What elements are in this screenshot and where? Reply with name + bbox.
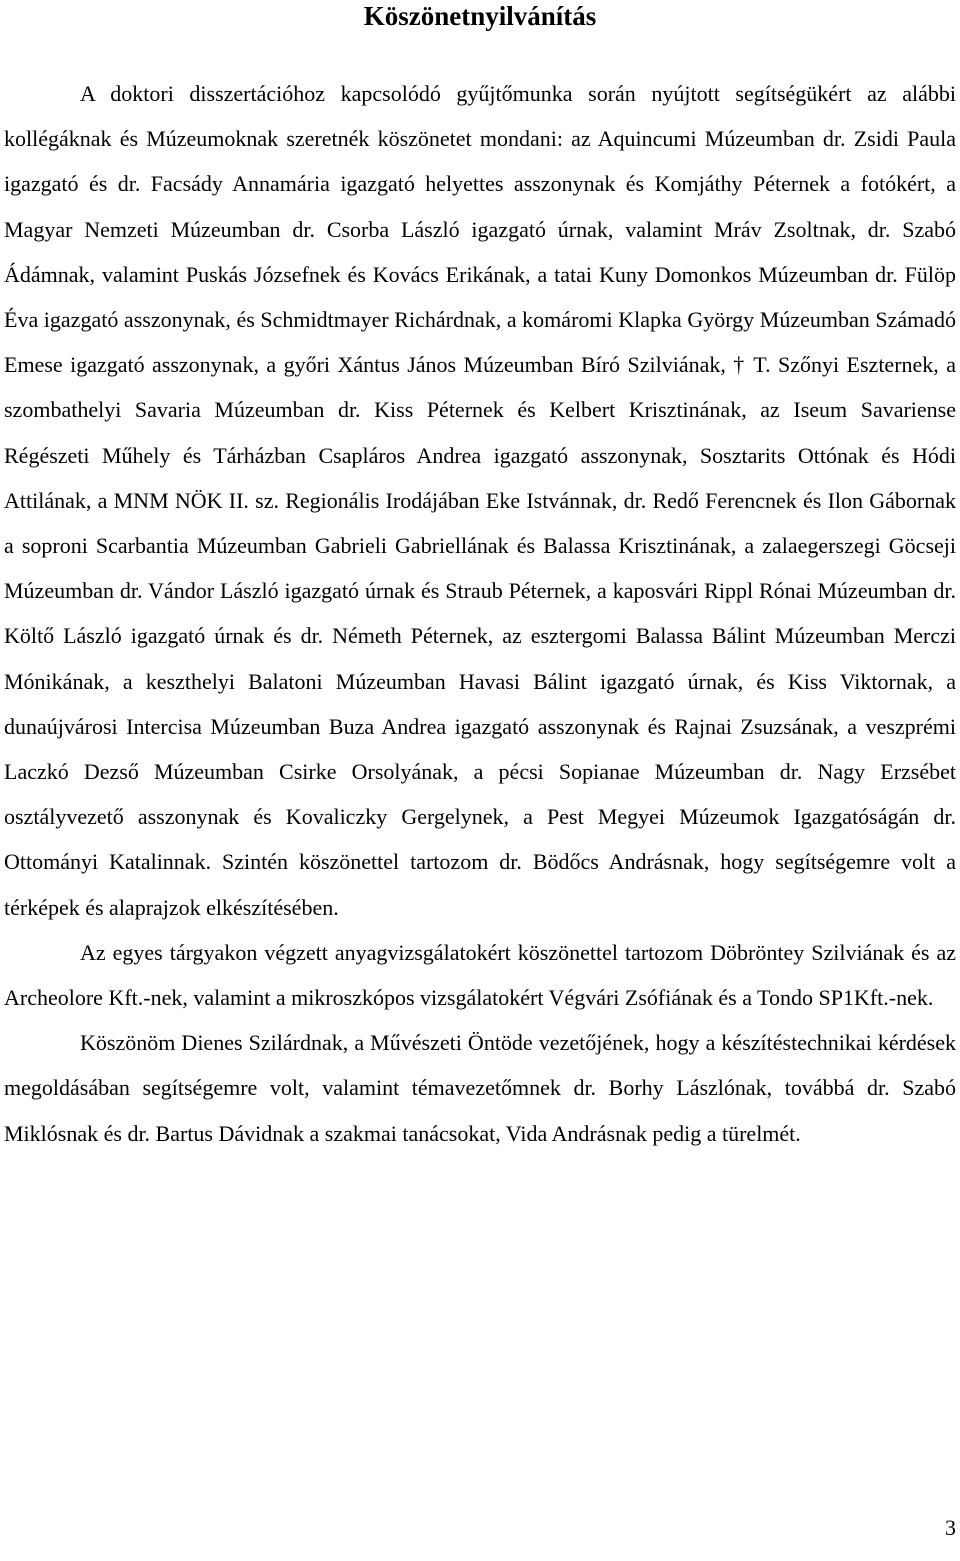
page-number: 3 [945, 1515, 956, 1540]
paragraph-acknowledgements-advisors: Köszönöm Dienes Szilárdnak, a Művészeti Öntöde vezetőjének, hogy a készítéstechnikai kérdések megoldásában segítségemre volt, valamint témavezetőmnek dr. Borhy Lászlónak, továbbá dr. Szabó Miklósnak és dr. Bartus Dávidnak a szakmai tanácsokat, Vida Andrásnak pedig a türelmét. [4, 1030, 956, 1146]
paragraph-acknowledgements-analysis: Az egyes tárgyakon végzett anyagvizsgálatokért köszönettel tartozom Döbröntey Szilviának és az Archeolore Kft.-nek, valamint a mikroszkópos vizsgálatokért Végvári Zsófiának és a Tondo SP1Kft.-nek. [4, 939, 956, 1011]
body-text [4, 71, 956, 1156]
paragraph-acknowledgements-museums: A doktori disszertációhoz kapcsolódó gyűjtőmunka során nyújtott segítségükért az alábbi kollégáknak és Múzeumoknak szeretnék köszönetet mondani: az Aquincumi Múzeumban dr. Zsidi Paula igazgató és dr. Facsády Annamária igazgató helyettes asszonynak és Komjáthy Péternek a fotókért, a Magyar Nemzeti Múzeumban dr. Csorba László igazgató úrnak, valamint Mráv Zsoltnak, dr. Szabó Ádámnak, valamint Puskás Józsefnek és Kovács Erikának, a tatai Kuny Domonkos Múzeumban dr. Fülöp Éva igazgató asszonynak, és Schmidtmayer Richárdnak, a komáromi Klapka György Múzeumban Számadó Emese igazgató asszonynak, a győri Xántus János Múzeumban Bíró Szilviának, † T. Szőnyi Eszternek, a szombathelyi Savaria Múzeumban dr. Kiss Péternek és Kelbert Krisztinának, az Iseum Savariense Régészeti Műhely és Tárházban Csapláros Andrea igazgató asszonynak, Sosztarits Ottónak és Hódi Attilának, a MNM NÖK II. sz. Regionális Irodájában Eke Istvánnak, dr. Redő Ferencnek és Ilon Gábornak a soproni Scarbantia Múzeumban Gabrieli Gabriellának és Balassa Krisztinának, a zalaegerszegi Göcseji Múzeumban dr. Vándor László igazgató úrnak és Straub Péternek, a kaposvári Rippl Rónai Múzeumban dr. Költő László igazgató úrnak és dr. Németh Péternek, az esztergomi Balassa Bálint Múzeumban Merczi Mónikának, a keszthelyi Balatoni Múzeumban Havasi Bálint igazgató úrnak, és Kiss Viktornak, a dunaújvárosi Intercisa Múzeumban Buza Andrea igazgató asszonynak és Rajnai Zsuzsának, a veszprémi Laczkó Dezső Múzeumban Csirke Orsolyának, a pécsi Sopianae Múzeumban dr. Nagy Erzsébet osztályvezető asszonynak és Kovaliczky Gergelynek, a Pest Megyei Múzeumok Igazgatóságán dr. Ottományi Katalinnak. Szintén köszönettel tartozom dr. Bödőcs Andrásnak, hogy segítségemre volt a térképek és alaprajzok elkészítésében. [4, 81, 956, 920]
page-title: Köszönetnyilvánítás [363, 1, 597, 31]
